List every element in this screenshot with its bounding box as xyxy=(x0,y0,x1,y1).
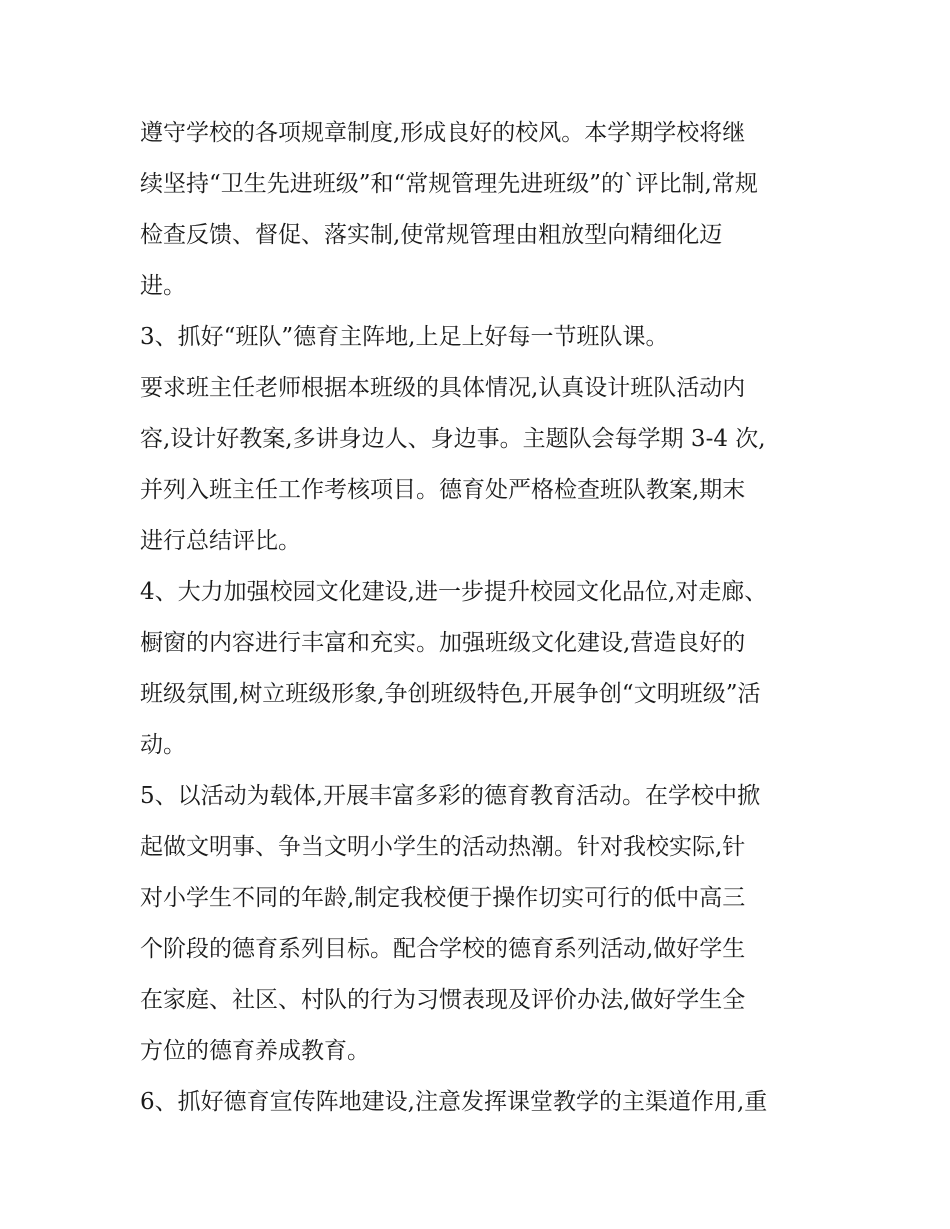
section-item-4: 4、大力加强校园文化建设,进一步提升校园文化品位,对走廊、 xyxy=(140,579,768,605)
text-line: 进行总结评比。 xyxy=(140,528,301,554)
text-line: 动。 xyxy=(140,732,186,758)
document-body xyxy=(140,108,820,1128)
text-line: 进。 xyxy=(140,273,186,299)
text-line: 个阶段的德育系列目标。配合学校的德育系列活动,做好学生 xyxy=(140,936,746,962)
text-line: 并列入班主任工作考核项目。德育处严格检查班队教案,期末 xyxy=(140,477,746,503)
text-line: 方位的德育养成教育。 xyxy=(140,1038,370,1064)
text-line: 容,设计好教案,多讲身边人、身边事。主题队会每学期 3-4 次, xyxy=(140,426,766,452)
text-line: 遵守学校的各项规章制度,形成良好的校风。本学期学校将继 xyxy=(140,120,746,146)
text-line: 起做文明事、争当文明小学生的活动热潮。针对我校实际,针 xyxy=(140,834,746,860)
section-heading-3: 3、抓好“班队”德育主阵地,上足上好每一节班队课。 xyxy=(140,324,669,350)
text-line: 对小学生不同的年龄,制定我校便于操作切实可行的低中高三 xyxy=(140,885,746,911)
text-line: 橱窗的内容进行丰富和充实。加强班级文化建设,营造良好的 xyxy=(140,630,746,656)
section-item-5: 5、以活动为载体,开展丰富多彩的德育教育活动。在学校中掀 xyxy=(140,783,760,809)
text-line: 要求班主任老师根据本班级的具体情况,认真设计班队活动内 xyxy=(140,375,746,401)
text-line: 续坚持“卫生先进班级”和“常规管理先进班级”的`评比制,常规 xyxy=(140,171,758,197)
section-item-6: 6、抓好德育宣传阵地建设,注意发挥课堂教学的主渠道作用,重 xyxy=(140,1089,768,1115)
text-line: 在家庭、社区、村队的行为习惯表现及评价办法,做好学生全 xyxy=(140,987,746,1013)
text-line: 班级氛围,树立班级形象,争创班级特色,开展争创“文明班级”活 xyxy=(140,681,761,707)
text-line: 检查反馈、督促、落实制,使常规管理由粗放型向精细化迈 xyxy=(140,222,723,248)
